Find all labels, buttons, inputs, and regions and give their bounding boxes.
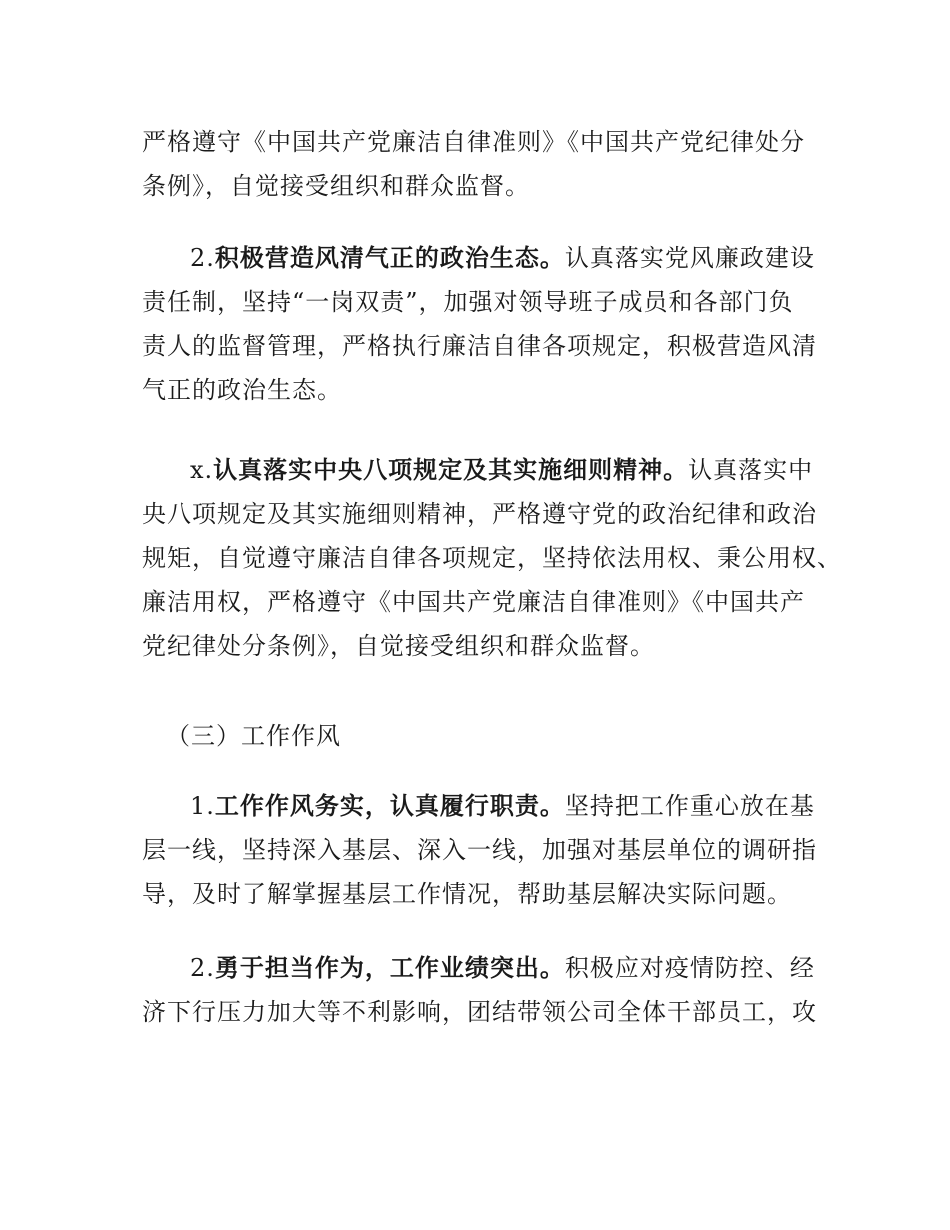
paragraph-continuation xyxy=(142,120,822,208)
paragraph-political-ecology xyxy=(142,236,822,412)
item-text: 认真落实党风廉政建设 xyxy=(564,244,815,272)
paragraph-line: 央八项规定及其实施细则精神，严格遵守党的政治纪律和政治 xyxy=(142,500,817,528)
paragraph-line: 层一线，坚持深入基层、深入一线，加强对基层单位的调研指 xyxy=(142,836,817,864)
paragraph-first-line xyxy=(142,946,822,990)
item-number: 1. xyxy=(190,792,215,820)
paragraph-line: 廉洁用权，严格遵守《中国共产党廉洁自律准则》《中国共产 xyxy=(142,588,805,616)
section-heading-work-style xyxy=(142,714,822,758)
item-number: 2. xyxy=(190,954,215,982)
section-title: （三）工作作风 xyxy=(166,722,341,750)
paragraph-line: 责人的监督管理，严格执行廉洁自律各项规定，积极营造风清 xyxy=(142,332,817,360)
item-heading: 认真落实中央八项规定及其实施细则精神。 xyxy=(213,455,689,484)
paragraph-eight-rules xyxy=(142,448,842,668)
paragraph-line: 导，及时了解掌握基层工作情况，帮助基层解决实际问题。 xyxy=(142,880,792,908)
paragraph-first-line xyxy=(142,236,822,280)
item-number: 2. xyxy=(190,244,215,272)
paragraph-line: 条例》，自觉接受组织和群众监督。 xyxy=(142,172,530,200)
paragraph-first-line xyxy=(142,784,822,828)
item-number: x. xyxy=(190,456,214,484)
paragraph-line: 规矩，自觉遵守廉洁自律各项规定，坚持依法用权、秉公用权、 xyxy=(142,544,842,572)
item-heading: 积极营造风清气正的政治生态。 xyxy=(214,243,565,272)
paragraph-first-line xyxy=(142,448,822,492)
paragraph-line: 党纪律处分条例》，自觉接受组织和群众监督。 xyxy=(142,632,655,660)
item-heading: 勇于担当作为，工作业绩突出。 xyxy=(214,953,565,982)
paragraph-line: 气正的政治生态。 xyxy=(142,376,342,404)
item-heading: 工作作风务实，认真履行职责。 xyxy=(214,791,565,820)
paragraph-line: 责任制，坚持“一岗双责”，加强对领导班子成员和各部门负 xyxy=(142,288,794,316)
item-text: 坚持把工作重心放在基 xyxy=(564,792,815,820)
item-text: 认真落实中 xyxy=(688,456,814,484)
paragraph-responsibility xyxy=(142,946,822,1034)
item-text: 积极应对疫情防控、经 xyxy=(564,954,815,982)
paragraph-line: 严格遵守《中国共产党廉洁自律准则》《中国共产党纪律处分 xyxy=(142,128,805,156)
paragraph-line: 济下行压力加大等不利影响，团结带领公司全体干部员工，攻 xyxy=(142,998,817,1026)
paragraph-work-style xyxy=(142,784,822,916)
